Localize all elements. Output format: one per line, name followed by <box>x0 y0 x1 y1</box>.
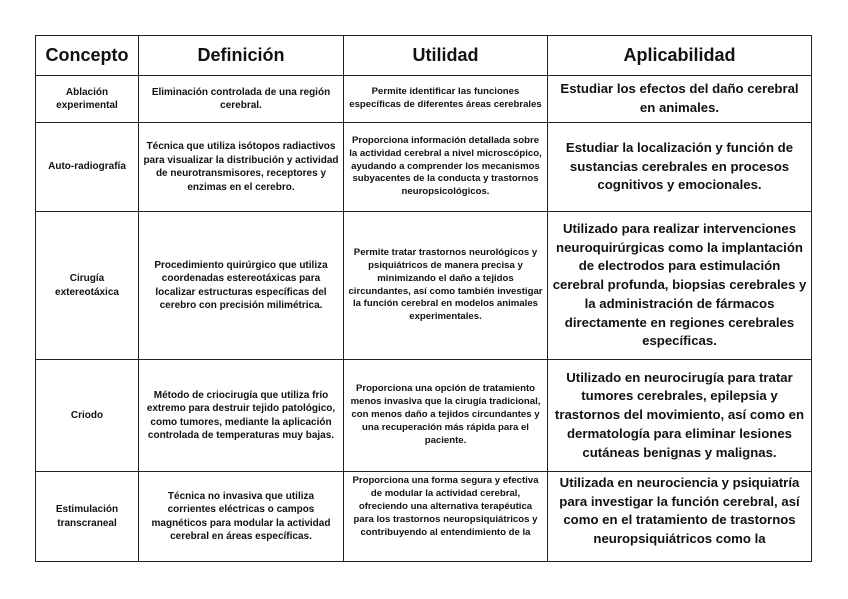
cell-concepto: Ablación experimental <box>36 76 139 123</box>
cell-definicion: Procedimiento quirúrgico que utiliza coordenadas estereotáxicas para localizar estructuras específicas del cerebro con precisión milimétrica. <box>139 212 344 360</box>
concept-table <box>35 35 812 562</box>
cell-concepto: Cirugía extereotáxica <box>36 212 139 360</box>
cell-aplicabilidad: Estudiar la localización y función de sustancias cerebrales en procesos cognitivos y emocionales. <box>548 123 812 212</box>
cell-utilidad: Proporciona una opción de tratamiento menos invasiva que la cirugía tradicional, con menos daño a tejidos circundantes y una recuperación más rápida para el paciente. <box>344 360 548 472</box>
cell-definicion: Técnica que utiliza isótopos radiactivos para visualizar la distribución y actividad de neurotransmisores, receptores y enzimas en el cerebro. <box>139 123 344 212</box>
cell-aplicabilidad-text: Utilizada en neurociencia y psiquiatría para investigar la función cerebral, así como en el tratamiento de trastornos neuropsiquiátricos como la <box>559 475 800 547</box>
header-aplicabilidad: Aplicabilidad <box>548 36 812 76</box>
header-row <box>36 36 812 76</box>
cell-utilidad: Permite identificar las funciones específicas de diferentes áreas cerebrales <box>344 76 548 123</box>
cell-aplicabilidad: Estudiar los efectos del daño cerebral en animales. <box>548 76 812 123</box>
cell-definicion: Técnica no invasiva que utiliza corrientes eléctricas o campos magnéticos para modular la actividad cerebral en áreas específicas. <box>139 472 344 562</box>
cell-concepto: Estimulación transcraneal <box>36 472 139 562</box>
header-definicion: Definición <box>139 36 344 76</box>
cell-utilidad-text: Proporciona una forma segura y efectiva de modular la actividad cerebral, ofreciendo una alternativa terapéutica para los trastornos neuropsiquiátricos y contribuyendo al entendimiento de la <box>352 475 539 538</box>
table-row <box>36 472 812 562</box>
cell-concepto: Auto-radiografía <box>36 123 139 212</box>
table-row <box>36 76 812 123</box>
table-row <box>36 212 812 360</box>
table-row <box>36 123 812 212</box>
header-concepto: Concepto <box>36 36 139 76</box>
cell-aplicabilidad: Utilizado para realizar intervenciones neuroquirúrgicas como la implantación de electrodos para estimulación cerebral profunda, biopsias cerebrales y la administración de fármacos directamente en regiones cerebrales específicas. <box>548 212 812 360</box>
cell-definicion: Eliminación controlada de una región cerebral. <box>139 76 344 123</box>
cell-utilidad: Proporciona información detallada sobre la actividad cerebral a nivel microscópico, ayudando a comprender los mecanismos subyacentes de la conducta y trastornos neuropsicológicos. <box>344 123 548 212</box>
cell-utilidad <box>344 472 548 562</box>
cell-definicion: Método de criocirugía que utiliza frío extremo para destruir tejido patológico, como tumores, mediante la aplicación controlada de temperaturas muy bajas. <box>139 360 344 472</box>
cell-aplicabilidad: Utilizado en neurocirugía para tratar tumores cerebrales, epilepsia y trastornos del movimiento, así como en dermatología para eliminar lesiones cutáneas benignas y malignas. <box>548 360 812 472</box>
table-row <box>36 360 812 472</box>
cell-aplicabilidad <box>548 472 812 562</box>
cell-concepto: Criodo <box>36 360 139 472</box>
header-utilidad: Utilidad <box>344 36 548 76</box>
cell-utilidad: Permite tratar trastornos neurológicos y psiquiátricos de manera precisa y minimizando el daño a tejidos circundantes, así como también investigar la función cerebral en modelos animales experimentales. <box>344 212 548 360</box>
